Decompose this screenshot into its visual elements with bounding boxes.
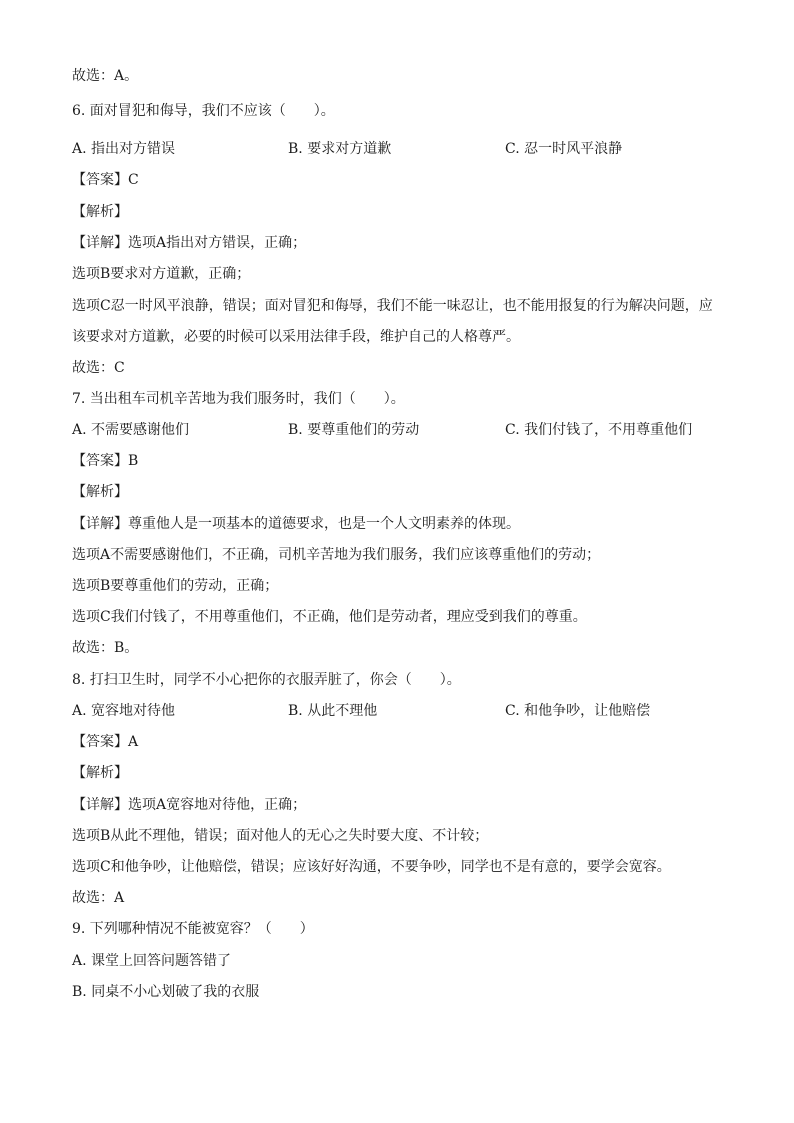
q7-option-b: B. 要尊重他们的劳动 (288, 422, 420, 438)
text-line: 选项C我们付钱了，不用尊重他们，不正确，他们是劳动者，理应受到我们的尊重。 (72, 609, 587, 625)
question-9: 9. 下列哪种情况不能被宽容？（ ） (72, 921, 314, 937)
text-line: 选项B要求对方道歉，正确； (72, 266, 251, 282)
q7-option-a: A. 不需要感谢他们 (72, 422, 190, 438)
text-line: 选项C忍一时风平浪静，错误；面对冒犯和侮辱，我们不能一味忍让，也不能用报复的行为解决问题，应 (72, 298, 713, 314)
q8-option-c: C. 和他争吵，让他赔偿 (505, 703, 651, 719)
q8-option-b: B. 从此不理他 (288, 703, 378, 719)
text-line: 故选：A。 (72, 68, 139, 84)
analysis-label: 【解析】 (72, 484, 128, 500)
q6-option-a: A. 指出对方错误 (72, 141, 176, 157)
text-line: 故选：A (72, 890, 125, 906)
q8-option-a: A. 宽容地对待他 (72, 703, 176, 719)
answer-label: 【答案】C (72, 172, 139, 188)
question-7: 7. 当出租车司机辛苦地为我们服务时，我们（ ）。 (72, 391, 405, 407)
text-line: 选项B从此不理他，错误；面对他人的无心之失时要大度、不计较； (72, 828, 489, 844)
answer-label: 【答案】A (72, 734, 139, 750)
q6-option-c: C. 忍一时风平浪静 (505, 141, 623, 157)
question-8: 8. 打扫卫生时，同学不小心把你的衣服弄脏了，你会（ ）。 (72, 672, 461, 688)
answer-label: 【答案】B (72, 453, 139, 469)
text-line: 该要求对方道歉，必要的时候可以采用法律手段，维护自己的人格尊严。 (72, 329, 520, 345)
analysis-label: 【解析】 (72, 765, 128, 781)
text-line: 【详解】选项A宽容地对待他，正确； (72, 797, 307, 813)
q9-option-b: B. 同桌不小心划破了我的衣服 (72, 984, 260, 1000)
analysis-label: 【解析】 (72, 204, 128, 220)
text-line: 【详解】选项A指出对方错误，正确； (72, 235, 307, 251)
text-line: 【详解】尊重他人是一项基本的道德要求，也是一个人文明素养的体现。 (72, 516, 520, 532)
q7-option-c: C. 我们付钱了，不用尊重他们 (505, 422, 693, 438)
question-6: 6. 面对冒犯和侮导，我们不应该（ ）。 (72, 103, 335, 119)
text-line: 故选：C (72, 360, 125, 376)
text-line: 选项B要尊重他们的劳动，正确； (72, 578, 279, 594)
q9-option-a: A. 课堂上回答问题答错了 (72, 953, 232, 969)
text-line: 选项A不需要感谢他们，不正确，司机辛苦地为我们服务，我们应该尊重他们的劳动； (72, 547, 601, 563)
text-line: 故选：B。 (72, 640, 139, 656)
q6-option-b: B. 要求对方道歉 (288, 141, 392, 157)
text-line: 选项C和他争吵，让他赔偿，错误；应该好好沟通，不要争吵，同学也不是有意的，要学会宽容。 (72, 859, 671, 875)
